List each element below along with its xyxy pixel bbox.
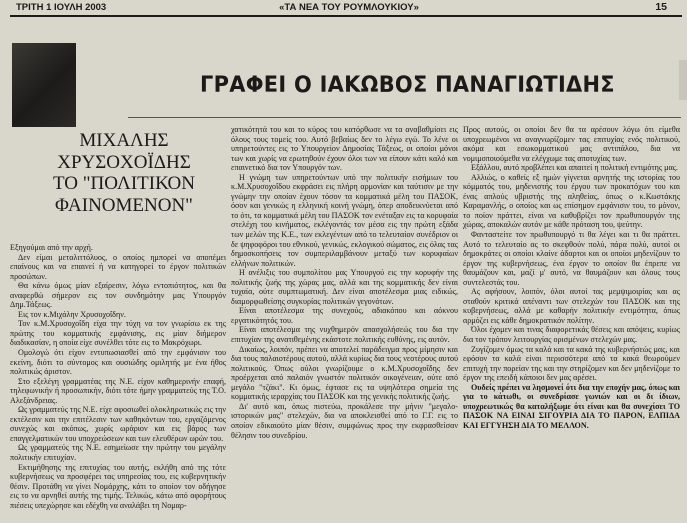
paragraph: Εξάλλου, αυτό προβλέπει και απαιτεί η πολιτική εντιμότης μας. <box>471 163 678 173</box>
paragraph: Ας αφήσουν, λοιπόν, όλοι αυτοί τας μεμψιμοιρίας και ας σταθούν κριτικά απέναντι των στελεχών του ΠΑΣΟΚ και της κυβερνήσεως, αλλά με καθαρήν πολιτικήν εντιμότητα, όπως αρμόζει εις κάθε δημοκρατικόν πολίτην. <box>463 287 680 325</box>
subtitle-line: ΧΡΥΣΟΧΟΪΔΗΣ <box>57 151 191 173</box>
paragraph: Η ανέλιξις του συμπολίτου μας Υπουργού εις την κορυφήν της πολιτικής ζωής της χώρας μας, αλλά και της κομματικής δεν είναι τυχαία, ούτε συμπτωματική. Δεν είναι αποτέλεσμα μιας ειδικώς, διαμορφωθείσης συγκυρίας πολιτικών γεγονότων. <box>231 268 458 306</box>
paragraph: Εκτιμήθησης της επιτυχίας του αυτής, εκλήθη από της τότε κυβερνήσεως να προσφέρει τας υπηρεσίας του, εις κυβερνητικήν θέσιν. Προτάθη να γίνει Νομάρχης, κάτι το οποίον τον οδήγησε εις το να αρνηθεί αυτής της τιμής. Τελικώς, κάτω από αφορήτους πιέσεις υπεχώρησε και εδέχθη να αναλάβει τη Νομαρ- <box>10 462 226 510</box>
paragraph: Είναι αποτέλεσμα της συνεχούς, αδιακόπου και αόκνου εργατικότητός του. <box>231 306 458 325</box>
newspaper-name: «ΤΑ ΝΕΑ ΤΟΥ ΡΟΥΜΛΟΥΚΙΟΥ» <box>279 2 419 13</box>
paragraph: Εις τον κ.Μιχάλην Χρυσοχοΐδην. <box>18 309 126 319</box>
paragraph: Στο εξελέγη γραμματέας της Ν.Ε. είχον καθημερινήν επαφή, τηλεφωνικήν ή προσωπικήν, διότι τότε ήμην γραμματεύς της Τ.Ο. Αλεξάνδρειας. <box>10 376 226 405</box>
page-number: 15 <box>655 1 667 13</box>
author-photo <box>12 43 76 127</box>
paragraph: Ως γραμματεύς της Ν.Ε. εσημείωσε την πρώτην του μεγάλην πολιτικήν επιτυχίαν. <box>10 443 226 463</box>
paragraph: Όλοι έχομεν και τινας διαφορετικάς θέσεις και απόψεις, κυρίως δια τον τρόπον λειτουργίας ορισμένων στελεχών μας. <box>463 325 680 345</box>
article-column-3 <box>463 125 680 431</box>
paragraph: Τον κ.Μ.Χρυσοχοΐδη είχα την τύχη να τον γνωρίσω εκ της πρώτης του κομματικής εμφάνισης, εις μίαν διήμερον διαδικασίαν, η οποία είχε συνέλθει τότε εις το Μακρόχωρι. <box>10 319 226 348</box>
paragraph: χατικότητά του και το κύρος του κατόρθωσε να τα αναβαθμίσει εις όλους τους τομείς του. Αυτό βεβαίως δεν το λέγω εγώ. Το λένε οι υπηρετούντες εις το Υπουργείον Δημοσίας Τάξεως, οι οποίοι μόνοι των και χωρίς να ερωτηθούν έχουν όλοι των να είπουν κάτι καλό και επαινετικό δια τον Υπουργόν των. <box>231 125 458 173</box>
paragraph: Θα κάνω όμως μίαν εξαίρεσιν, λόγω εντοπιότητος, και θα αναφερθώ σήμερον εις τον συνδημότην μας Υπουργόν Δημ.Τάξεως. <box>10 281 226 310</box>
article-column-2 <box>231 125 458 440</box>
subtitle-line: ΤΟ "ΠΟΛΙΤΙΚΟΝ <box>53 173 195 194</box>
paragraph: Ζυγίζομεν όμως τα καλά και τα κακά της κυβερνήσεώς μας, και εφόσον τα καλά είναι περισσότερα από τα κακά θεωρούμεν επιτυχή την πορείαν της και την στηρίζομεν και δεν μηδενίζομε το έργον της επειδή κάποιοι δεν μας αρέσει. <box>463 344 680 383</box>
paragraph: Δεν είμαι μεταλιττόλυος, ο οποίος ημπορεί να αποπέμει επαίνους και να επαινεί ή να κατηγορεί το έργον πολιτικών προσώπων. <box>10 252 226 281</box>
paragraph: Ομολογώ ότι είχον εντυπωσιασθεί από την εμφάνισιν του εκείνη, διότι το σύντομος και ουσιώδης ομιλητής με ένα ήθος πολιτικώς άριστον. <box>10 348 226 377</box>
paragraph: Εξηγούμαι από την αρχή. <box>10 243 93 252</box>
issue-date: ΤΡΙΤΗ 1 ΙΟΥΛΗ 2003 <box>16 2 107 13</box>
article-subtitle <box>36 130 212 216</box>
paragraph: Η γνώμη των υπηρετούντων υπό την πολιτικήν εισήμιων του κ.Μ.Χρυσοχοΐδου εκφράσει εις πλήρη αρμονίαν και ταύτισιν με την γνώμην την οποίαν έχουν τόσον τα κομματικά μέλη του ΠΑΣΟΚ, όσον και γενικώς η ελληνική κοινή γνώμη, όπερ αποδεικνύεται από το ότι, τα κομματικά μέλη του ΠΑΣΟΚ τον ενέταξαν εις τα κορυφαία στελέχη του κινήματος, εκλέγοντάς τον μέσα εις την πρώτη εξάδα των μελών της Κ.Ε., των εκλεγέντων από το τελευταίον συνέδριον οι δε ψηφοφόροι του εθνικού, γενικώς, εκλογικού σώματος, εις όλας τας δημοσκοπήσεις τον συμπεριλαμβάνουν μεταξύ των κορυφαίων ελλήνων πολιτικών. <box>231 172 458 268</box>
paragraph: Δικαίως, λοιπόν, πρέπει να αποτελεί παράδειγμα προς μίμησιν και δια τους παλαιοτέρους αυτού, αλλά κυρίως δια τους νεοτέρους αυτού πολιτικούς. Όπως ούλοι γνωρίζουμε ο κ.Μ.Χρυσοχοΐδης δεν προέρχεται από παλαιόν γνωστόν πολιτικόν οικογένειαν, ούτε από μεγάλο "τζάκι". Κι όμως, έφτασε εις τα υψηλότερα σημεία της κομματικής ιεραρχίας του ΠΑΣΟΚ και της γενικής πολιτικής ζωής. <box>231 344 458 402</box>
article-headline: ΓΡΑΦΕΙ Ο ΙΑΚΩΒΟΣ ΠΑΝΑΓΙΩΤΙΔΗΣ <box>200 72 615 98</box>
page-edge-shadow <box>679 60 687 100</box>
paragraph: Ως γραμματεύς της Ν.Ε. είχε αφοσιωθεί ολοκληρωτικώς εις την εκτέλεσιν και την επιτέλεσιν των καθηκόντων του, εργαζόμενος συνεχώς και ακόπως, χωρίς ωράριον και εις βάρος των επαγγελματικών του υποχρεώσεων και των ελευθέρων ωρών του. <box>10 405 226 443</box>
paragraph: Προς αυτούς, οι οποίοι δεν θα τα αρέσουν λόγω ότι είμεθα υποχρεωμένοι να αναγνωρίζομεν τας επιτυχίας ενός πολιτικού, ακόμα και εσωκομματικού μας αντιπάλου, δια να νομιμοποιούμεθα να ελέγχωμε τας αποτυχίας των. <box>463 125 680 163</box>
subtitle-line: ΦΑΙΝΟΜΕΝΟΝ" <box>55 194 193 216</box>
article-column-1 <box>10 243 226 510</box>
masthead-rule <box>10 15 682 17</box>
headline-rule <box>128 117 681 118</box>
paragraph: Αλλιώς, ο καθείς εξ ημών γίγνεται αρνητής της ιστορίας του κόμματός του, μηδενιστής του έργου των προκατόχων του και ένας απλούς υβριστής της αληθείας, όπως ο κ.Κωστάκης Καραμανλής, ο οποίος και ως επίσημον εμφάνισιν του, το μόνον, το ποίον πράττει, είναι να καθυβρίζει τον πρωθυπουργόν της χώρας, αποκαλών αυτόν με κάθε πρόταση του, ψεύτην. <box>463 172 680 230</box>
subtitle-line: ΜΙΧΑΛΗΣ <box>79 130 169 151</box>
paragraph: Είναι αποτέλεσμα της νυχθημερόν απασχολήσεώς του δια την επιτυχίαν της ανατιθεμένης εκάστοτε πολιτικής ευθύνης, εις αυτόν. <box>231 325 458 345</box>
closing-paragraph: Ουδείς πρέπει να λησμονεί ότι δια την εποχήν μας, όπως και για το κάτωθι, οι συνεδρίασε γωνιών και οι δι ίδιων, υποχρεωτικώς θα καταλήξωμε ότι είναι και θα συνεχίσει ΤΟ ΠΑΣΟΚ ΝΑ ΕΙΝΑΙ ΣΙΓΟΥΡΙΑ ΔΙΑ ΤΟ ΠΑΡΟΝ, ΕΛΠΙΔΑ ΚΑΙ ΕΓΓΥΗΣΗ ΔΙΑ ΤΟ ΜΕΛΛΟΝ. <box>463 382 680 430</box>
paragraph: Φανταστείτε τον πρωθυπουργό τι θα λέγει και τι θα πράττει. Αυτό το τελευταίο ας το σκεφθούν πολύ, πάρα πολύ, αυτοί οι δημοκράτες οι οποίοι κλαίνε άδαρτοι και οι οποίοι μηδενίζουν το έργον της κυβερνήσεως, ένα έργον το οποίον θα έπρεπε να θαυμάζουν και, μαζί μ' αυτό, να θαυμάζουν και όλους τους συντελεστάς του. <box>463 230 680 287</box>
masthead <box>0 0 687 14</box>
paragraph: Δι' αυτό και, όπως πιστεύω, προκάλεσε την μήνιν "μεγαλο-ιστορικών μας" στελεχών, δια να αποκλεισθεί από το Γ.Γ. εις το οποίον εδικαιούτο μίαν θέσιν, συμφώνως προς την εκφρασθείσαν θέλησιν του συνεδρίου. <box>231 401 458 440</box>
